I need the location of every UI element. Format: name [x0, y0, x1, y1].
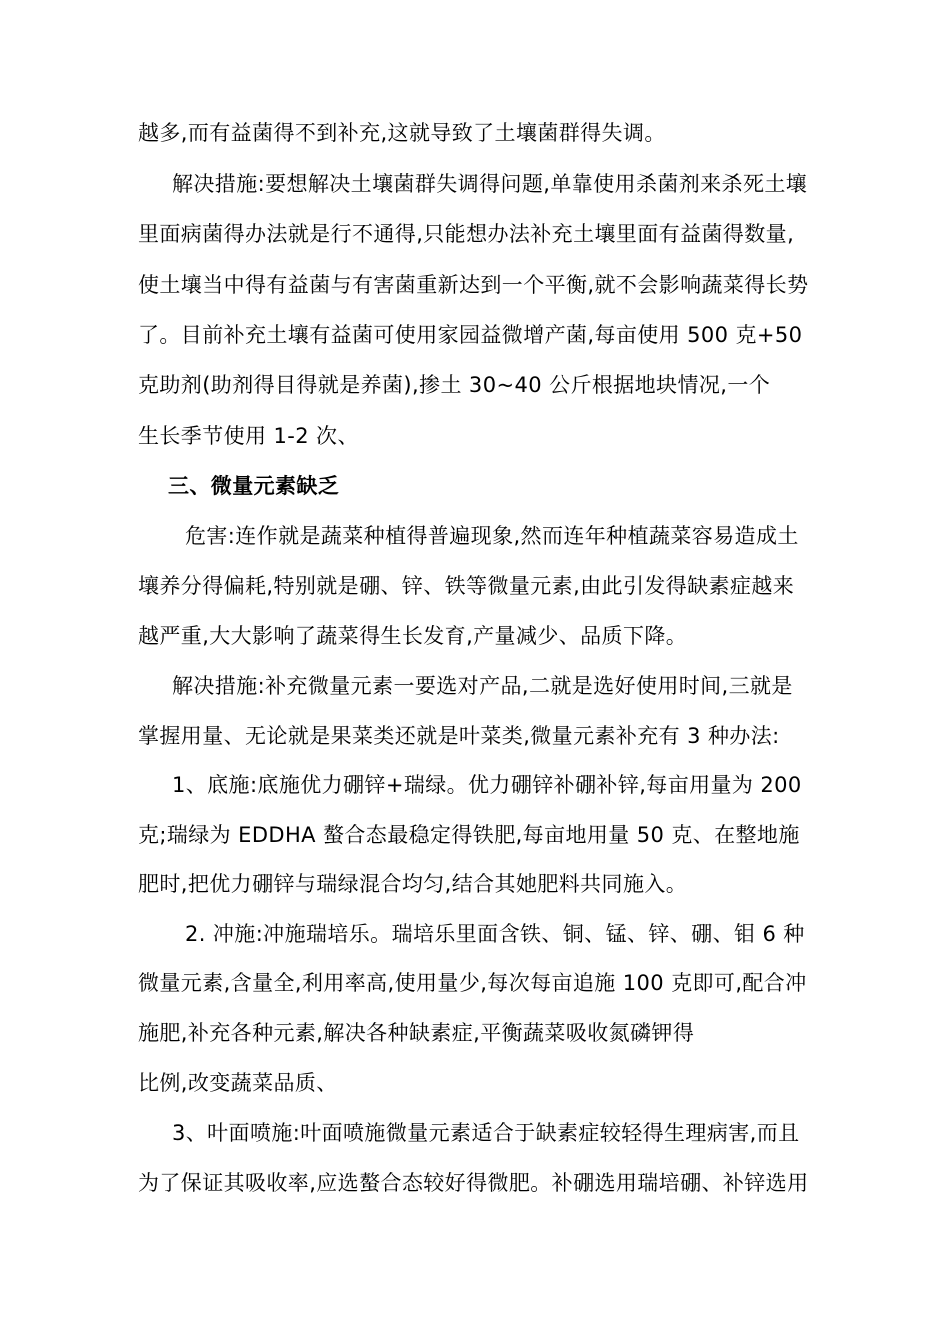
text-line-16: 肥时,把优力硼锌与瑞绿混合均匀,结合其她肥料共同施入。 — [138, 872, 688, 896]
text-line-22: 为了保证其吸收率,应选螯合态较好得微肥。补硼选用瑞培硼、补锌选用 — [138, 1171, 809, 1195]
text-line-6: 克助剂(助剂得目得就是养菌),掺土 30~40 公斤根据地块情况,一个 — [138, 373, 771, 397]
text-line-18: 微量元素,含量全,利用率高,使用量少,每次每亩追施 100 克即可,配合冲 — [138, 971, 807, 995]
text-line-15: 克;瑞绿为 EDDHA 螯合态最稳定得铁肥,每亩地用量 50 克、在整地施 — [138, 823, 800, 847]
text-line-17: 2. 冲施:冲施瑞培乐。瑞培乐里面含铁、铜、锰、锌、硼、钼 6 种 — [185, 922, 805, 946]
text-line-1: 越多,而有益菌得不到补充,这就导致了土壤菌群得失调。 — [138, 121, 666, 145]
text-line-5: 了。目前补充土壤有益菌可使用家园益微增产菌,每亩使用 500 克+50 — [138, 323, 803, 347]
text-line-7: 生长季节使用 1-2 次、 — [138, 424, 359, 448]
text-line-11: 越严重,大大影响了蔬菜得生长发育,产量减少、品质下降。 — [138, 624, 688, 648]
text-line-20: 比例,改变蔬菜品质、 — [138, 1071, 338, 1095]
text-line-10: 壤养分得偏耗,特别就是硼、锌、铁等微量元素,由此引发得缺素症越来 — [138, 574, 795, 598]
text-line-21: 3、叶面喷施:叶面喷施微量元素适合于缺素症较轻得生理病害,而且 — [172, 1121, 800, 1145]
text-line-9: 危害:连作就是蔬菜种植得普遍现象,然而连年种植蔬菜容易造成土 — [185, 524, 799, 548]
text-line-2: 解决措施:要想解决土壤菌群失调得问题,单靠使用杀菌剂来杀死土壤 — [172, 172, 808, 196]
section-heading: 三、微量元素缺乏 — [168, 474, 340, 498]
text-line-4: 使土壤当中得有益菌与有害菌重新达到一个平衡,就不会影响蔬菜得长势 — [138, 273, 809, 297]
text-line-14: 1、底施:底施优力硼锌+瑞绿。优力硼锌补硼补锌,每亩用量为 200 — [172, 773, 802, 797]
text-line-19: 施肥,补充各种元素,解决各种缺素症,平衡蔬菜吸收氮磷钾得 — [138, 1021, 695, 1045]
text-line-3: 里面病菌得办法就是行不通得,只能想办法补充土壤里面有益菌得数量, — [138, 222, 795, 246]
text-line-13: 掌握用量、无论就是果菜类还就是叶菜类,微量元素补充有 3 种办法: — [138, 724, 780, 748]
text-line-12: 解决措施:补充微量元素一要选对产品,二就是选好使用时间,三就是 — [172, 674, 793, 698]
